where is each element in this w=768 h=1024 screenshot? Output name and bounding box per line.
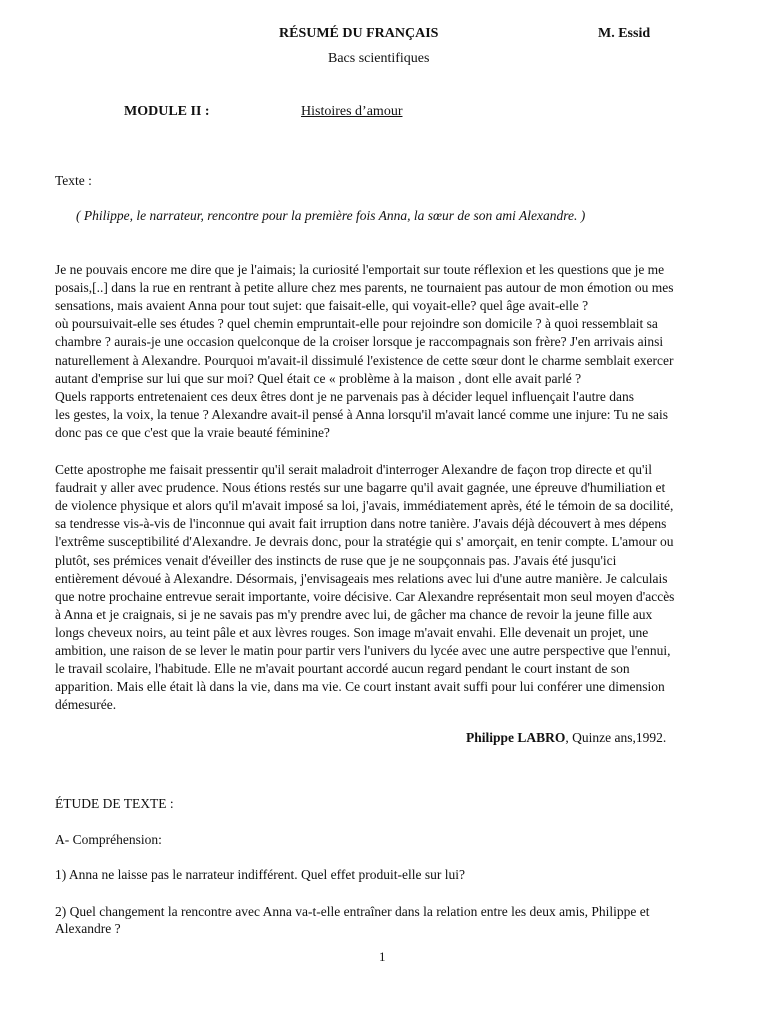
- question-2-line-2: Alexandre ?: [55, 921, 121, 936]
- paragraph-line: Quels rapports entretenaient ces deux êtres dont je ne parvenais pas à décider lequel influençait l'autre dans: [55, 388, 634, 404]
- document-subtitle: Bacs scientifiques: [328, 51, 430, 66]
- paragraph-line: donc pas ce que c'est que la vraie beauté féminine?: [55, 424, 330, 440]
- paragraph-line: l'extrême susceptibilité d'Alexandre. Je devrais donc, pour la stratégie qui s' amorçait, en tenir compte. L'amour ou: [55, 534, 674, 550]
- document-title: RÉSUMÉ DU FRANÇAIS: [279, 26, 439, 41]
- paragraph-line: plutôt, ses prémices venait d'éveiller des instincts de ruse que je ne soupçonnais pas. J'avais été jusqu'ici: [55, 552, 617, 568]
- paragraph-2: [55, 443, 719, 733]
- source-work: , Quinze ans,1992.: [565, 730, 667, 745]
- paragraph-line: sensations, mais avaient Anna pour tout sujet: que faisait-elle, qui voyait-elle? quel âge avait-elle ?: [55, 298, 589, 314]
- teacher-name: M. Essid: [598, 26, 651, 41]
- paragraph-line: démesurée.: [55, 697, 117, 713]
- paragraph-line: ambition, une raison de se lever le matin pour partir vers l'univers du lycée avec une autre perspective que l'ennui,: [55, 643, 671, 659]
- paragraph-line: le travail scolaire, l'habitude. Elle ne m'avait pourtant accordé aucun regard pendant le court instant de son: [55, 661, 630, 677]
- text-label: Texte :: [55, 173, 92, 188]
- paragraph-line: les gestes, la voix, la tenue ? Alexandre avait-il pensé à Anna lorsqu'il m'avait lancé comme une injure: Tu ne sais: [55, 406, 668, 422]
- paragraph-line: où poursuivait-elle ses études ? quel chemin empruntait-elle pour rejoindre son domicile ? à quoi ressemblait sa: [55, 316, 658, 332]
- paragraph-line: entièrement dévoué à Alexandre. Désormais, j'envisageais mes relations avec lui d'une autre manière. Je calculais: [55, 570, 668, 586]
- module-name: Histoires d’amour: [301, 104, 403, 119]
- text-source: [466, 730, 666, 746]
- paragraph-line: sa tendresse vis-à-vis de l'inconnue qui avait fait irruption dans notre tanière. J'avais déjà découvert à mes dépens: [55, 516, 667, 532]
- paragraph-line: que notre prochaine entrevue serait importante, voire décisive. Car Alexandre représentait mon seul moyen d'accès: [55, 588, 675, 604]
- paragraph-line: Je ne pouvais encore me dire que je l'aimais; la curiosité l'emportait sur toute réflexion et les questions que je me: [55, 262, 665, 278]
- paragraph-line: naturellement à Alexandre. Pourquoi m'avait-il dissimulé l'existence de cette sœur dont le charme semblait exercer: [55, 352, 674, 368]
- paragraph-line: Cette apostrophe me faisait pressentir qu'il serait maladroit d'interroger Alexandre de façon trop directe et qu'il: [55, 462, 652, 478]
- paragraph-line: longs cheveux noirs, au teint pâle et aux lèvres rouges. Son image m'avait envahi. Elle devenait un projet, une: [55, 624, 649, 640]
- page-number: 1: [379, 949, 386, 964]
- paragraph-line: posais,[..] dans la rue en rentrant à petite allure chez mes parents, ne tournaient pas autour de mon émotion ou mes: [55, 280, 674, 296]
- paragraph-1: [55, 243, 719, 460]
- module-label: MODULE II :: [124, 104, 210, 119]
- question-2: [55, 903, 719, 937]
- study-heading: ÉTUDE DE TEXTE :: [55, 796, 174, 811]
- paragraph-line: à Anna et je craignais, si je ne savais pas m'y prendre avec lui, de gâcher ma chance de revoir la jeune fille aux: [55, 606, 653, 622]
- paragraph-line: chambre ? aurais-je une occasion quelconque de la croiser lorsque je raccompagnais son frère? J'en arrivais ainsi: [55, 334, 664, 350]
- question-2-line-1: 2) Quel changement la rencontre avec Anna va-t-elle entraîner dans la relation entre les deux amis, Philippe et: [55, 904, 650, 919]
- paragraph-line: autant d'emprise sur lui que sur moi? Quel était ce « problème à la maison , dont elle avait parlé ?: [55, 370, 582, 386]
- comprehension-heading: A- Compréhension:: [55, 832, 162, 847]
- paragraph-line: apparition. Mais elle était là dans la vie, dans ma vie. Ce court instant avait suffi pour lui conférer une dimension: [55, 679, 665, 695]
- text-intro: ( Philippe, le narrateur, rencontre pour la première fois Anna, la sœur de son ami Alexandre. ): [76, 208, 586, 223]
- source-author: Philippe LABRO: [466, 730, 566, 745]
- paragraph-line: faudrait y aller avec prudence. Nous étions restés sur une bagarre qu'il avait gagnée, une épreuve d'humiliation et: [55, 480, 666, 496]
- question-1: 1) Anna ne laisse pas le narrateur indifférent. Quel effet produit-elle sur lui?: [55, 867, 465, 882]
- paragraph-line: de violence physique et alors qu'il m'avait imposé sa loi, j'avais, immédiatement après, été le témoin de sa docilité,: [55, 498, 674, 514]
